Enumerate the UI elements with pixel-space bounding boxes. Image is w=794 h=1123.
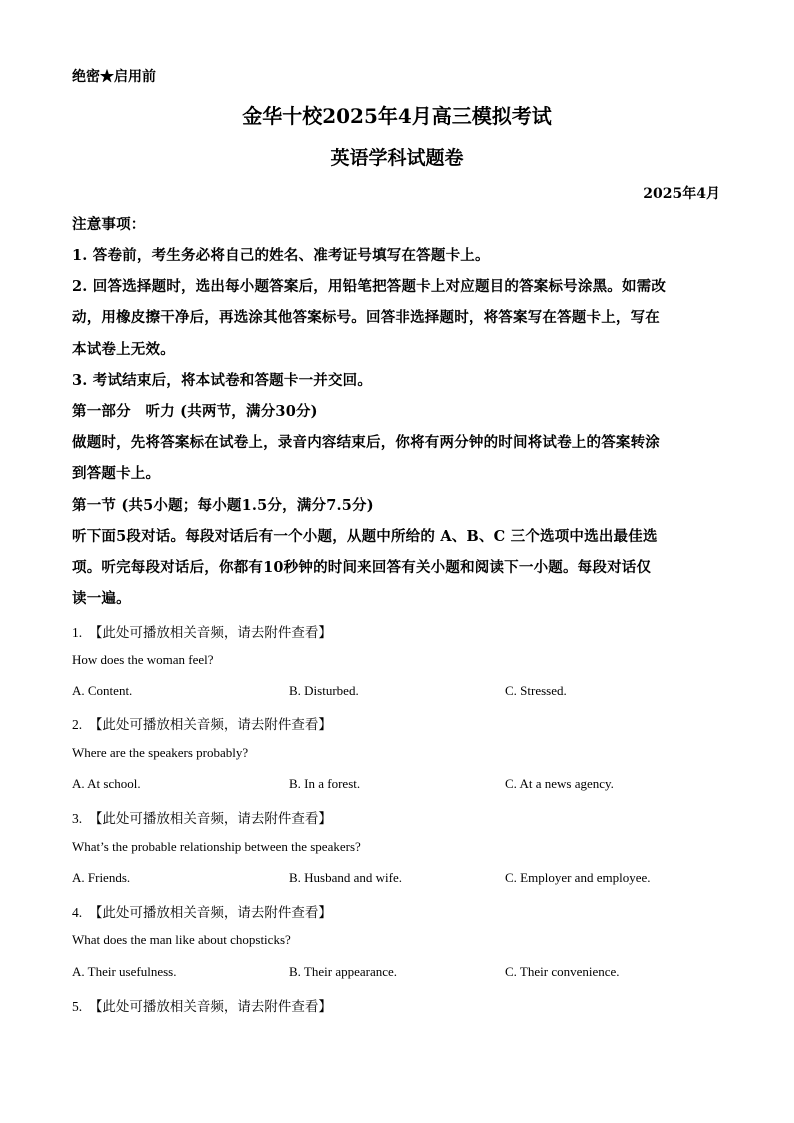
question-1-option-c: C. Stressed. — [505, 683, 567, 698]
question-4-audio-link[interactable]: 4. 【此处可播放相关音频，请去附件查看】 — [72, 905, 332, 920]
section1-instruction-line-2: 项。听完每段对话后，你都有10秒钟的时间来回答有关小题和阅读下一小题。每段对话仅 — [72, 559, 652, 576]
question-1-option-b: B. Disturbed. — [289, 683, 359, 698]
question-5-audio-link[interactable]: 5. 【此处可播放相关音频，请去附件查看】 — [72, 999, 332, 1014]
exam-date: 2025年4月 — [643, 186, 720, 202]
question-4-option-b: B. Their appearance. — [289, 964, 398, 979]
question-3-option-b: B. Husband and wife. — [289, 870, 403, 885]
notice-item-1: 1. 答卷前，考生务必将自己的姓名、准考证号填写在答题卡上。 — [72, 247, 490, 264]
question-3-audio-link[interactable]: 3. 【此处可播放相关音频，请去附件查看】 — [72, 811, 332, 826]
question-4-stem: What does the man like about chopsticks? — [72, 932, 291, 947]
notice-heading: 注意事项： — [72, 216, 146, 233]
question-3-stem: What’s the probable relationship between the speakers? — [72, 839, 361, 854]
notice-item-2-line-2: 动，用橡皮擦干净后，再选涂其他答案标号。回答非选择题时，将答案写在答题卡上，写在 — [72, 309, 660, 326]
exam-title: 金华十校2025年4月高三模拟考试 — [242, 104, 552, 128]
question-1-audio-link[interactable]: 1. 【此处可播放相关音频，请去附件查看】 — [72, 625, 332, 640]
part1-instruction-line-1: 做题时，先将答案标在试卷上，录音内容结束后，你将有两分钟的时间将试卷上的答案转涂 — [72, 434, 660, 451]
question-4-option-a: A. Their usefulness. — [72, 964, 177, 979]
question-2-option-b: B. In a forest. — [289, 776, 361, 791]
section1-instruction-line-3: 读一遍。 — [72, 590, 131, 607]
exam-subtitle: 英语学科试题卷 — [330, 147, 464, 169]
notice-item-3: 3. 考试结束后，将本试卷和答题卡一并交回。 — [72, 372, 373, 389]
part1-instruction-line-2: 到答题卡上。 — [72, 465, 161, 482]
question-3-option-a: A. Friends. — [72, 870, 131, 885]
question-1-stem: How does the woman feel? — [72, 652, 214, 667]
question-1-option-a: A. Content. — [72, 683, 133, 698]
section1-heading: 第一节 (共5小题；每小题1.5分，满分7.5分) — [72, 497, 374, 514]
question-2-audio-link[interactable]: 2. 【此处可播放相关音频，请去附件查看】 — [72, 717, 332, 732]
part1-heading: 第一部分 听力 (共两节，满分30分) — [72, 403, 318, 420]
question-2-stem: Where are the speakers probably? — [72, 745, 249, 760]
notice-item-2-line-1: 2. 回答选择题时，选出每小题答案后，用铅笔把答题卡上对应题目的答案标号涂黑。如需改 — [72, 278, 667, 295]
question-3-option-c: C. Employer and employee. — [505, 870, 651, 885]
confidential-label: 绝密★启用前 — [72, 69, 156, 85]
section1-instruction-line-1: 听下面5段对话。每段对话后有一个小题，从题中所给的 A、B、C 三个选项中选出最佳选 — [72, 528, 658, 545]
question-2-option-a: A. At school. — [72, 776, 141, 791]
notice-item-2-line-3: 本试卷上无效。 — [72, 341, 175, 358]
question-2-option-c: C. At a news agency. — [505, 776, 614, 791]
question-4-option-c: C. Their convenience. — [505, 964, 620, 979]
